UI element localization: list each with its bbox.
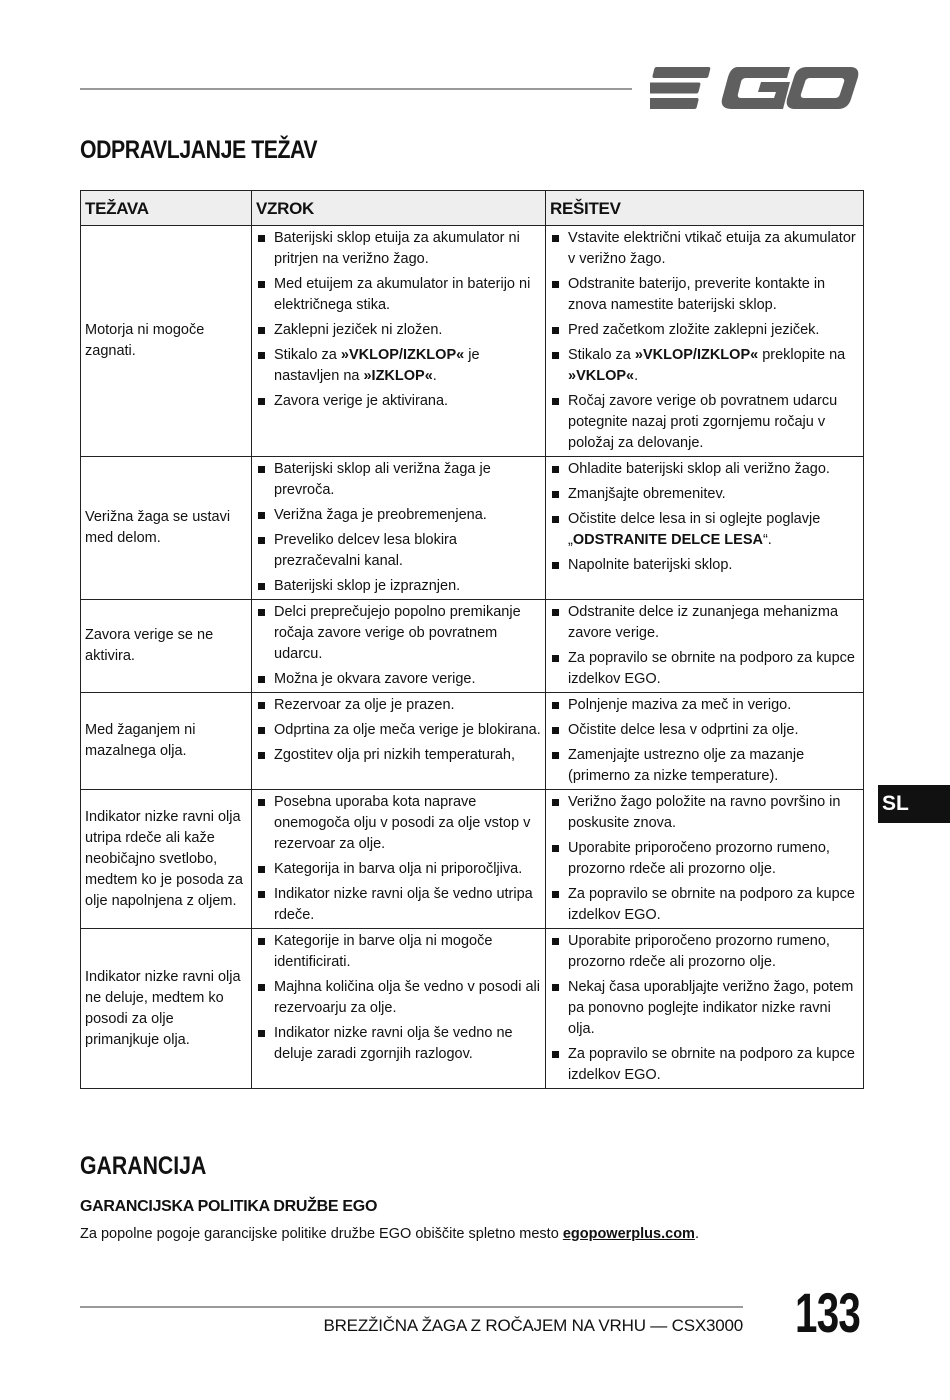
solution-cell	[546, 693, 864, 790]
cause-item: Preveliko delcev lesa blokira prezračevalni kanal.	[252, 530, 545, 572]
solution-item: Polnjenje maziva za meč in verigo.	[546, 695, 863, 716]
header-rule	[80, 88, 632, 90]
cause-item: Indikator nizke ravni olja še vedno ne deluje zaradi zgornjih razlogov.	[252, 1023, 545, 1065]
cause-item: Zavora verige je aktivirana.	[252, 391, 545, 412]
solution-list	[546, 600, 863, 692]
cause-item: Baterijski sklop ali verižna žaga je prevroča.	[252, 459, 545, 501]
cause-list	[252, 790, 545, 928]
problem-cell: Indikator nizke ravni olja utripa rdeče ali kaže neobičajno svetlobo, medtem ko je posoda za olje napolnjena z oljem.	[81, 790, 252, 929]
cause-item: Verižna žaga je preobremenjena.	[252, 505, 545, 526]
cause-item: Med etuijem za akumulator in baterijo ni električnega stika.	[252, 274, 545, 316]
solution-item: Za popravilo se obrnite na podporo za kupce izdelkov EGO.	[546, 884, 863, 926]
solution-list	[546, 457, 863, 578]
table-row	[81, 226, 864, 457]
cause-item: Kategorija in barva olja ni priporočljiva.	[252, 859, 545, 880]
header-cause: VZROK	[252, 191, 546, 226]
cause-list	[252, 929, 545, 1067]
solution-item: Ročaj zavore verige ob povratnem udarcu potegnite nazaj proti zgornjemu ročaju v položaj za delovanje.	[546, 391, 863, 454]
cause-list	[252, 600, 545, 692]
problem-cell: Indikator nizke ravni olja ne deluje, medtem ko posodi za olje primanjkuje olja.	[81, 929, 252, 1089]
solution-item: Odstranite baterijo, preverite kontakte in znova namestite baterijski sklop.	[546, 274, 863, 316]
cause-item: Baterijski sklop etuija za akumulator ni pritrjen na verižno žago.	[252, 228, 545, 270]
cause-item: Zaklepni jeziček ni zložen.	[252, 320, 545, 341]
solution-item: Verižno žago položite na ravno površino in poskusite znova.	[546, 792, 863, 834]
solution-item: Uporabite priporočeno prozorno rumeno, prozorno rdeče ali prozorno olje.	[546, 838, 863, 880]
warranty-link[interactable]: egopowerplus.com	[562, 1226, 695, 1242]
cause-list	[252, 226, 545, 414]
problem-cell: Med žaganjem ni mazalnega olja.	[81, 693, 252, 790]
cause-item: Zgostitev olja pri nizkih temperaturah,	[252, 745, 545, 766]
footer-rule	[80, 1306, 743, 1308]
solution-item: Vstavite električni vtikač etuija za akumulator v verižno žago.	[546, 228, 863, 270]
solution-cell	[546, 790, 864, 929]
solution-list	[546, 790, 863, 928]
problem-cell: Motorja ni mogoče zagnati.	[81, 226, 252, 457]
chapter-ref-bold: ODSTRANITE DELCE LESA	[572, 532, 763, 548]
solution-item: Napolnite baterijski sklop.	[546, 555, 863, 576]
cause-cell	[252, 790, 546, 929]
solution-list	[546, 693, 863, 789]
ego-logo	[650, 62, 862, 114]
off-label-bold: »IZKLOP«	[363, 368, 433, 384]
cause-cell	[252, 693, 546, 790]
language-tab: SL	[878, 785, 950, 823]
table-row	[81, 693, 864, 790]
solution-cell	[546, 457, 864, 600]
cause-item: Baterijski sklop je izpraznjen.	[252, 576, 545, 597]
table-row	[81, 457, 864, 600]
footer-title: BREZŽIČNA ŽAGA Z ROČAJEM NA VRHU — CSX3000	[323, 1316, 743, 1335]
solution-item: Zamenjajte ustrezno olje za mazanje (primerno za nizke temperature).	[546, 745, 863, 787]
troubleshooting-table	[80, 190, 864, 1089]
warranty-text-end: .	[694, 1226, 699, 1242]
page-number: 133	[795, 1281, 861, 1344]
cause-item: Stikalo za »VKLOP/IZKLOP« je nastavljen na »IZKLOP«.	[252, 345, 545, 387]
cause-cell	[252, 457, 546, 600]
solution-item: Očistite delce lesa v odprtini za olje.	[546, 720, 863, 741]
warranty-text	[80, 1226, 699, 1242]
solution-item: Uporabite priporočeno prozorno rumeno, prozorno rdeče ali prozorno olje.	[546, 931, 863, 973]
cause-item: Delci preprečujejo popolno premikanje ročaja zavore verige ob povratnem udarcu.	[252, 602, 545, 665]
problem-cell: Zavora verige se ne aktivira.	[81, 600, 252, 693]
solution-item: Pred začetkom zložite zaklepni jeziček.	[546, 320, 863, 341]
warranty-title: GARANCIJA	[80, 1152, 207, 1180]
solution-list	[546, 226, 863, 456]
cause-item: Indikator nizke ravni olja še vedno utripa rdeče.	[252, 884, 545, 926]
section-title: ODPRAVLJANJE TEŽAV	[80, 136, 318, 164]
solution-item: Odstranite delce iz zunanjega mehanizma zavore verige.	[546, 602, 863, 644]
cause-item: Kategorije in barve olja ni mogoče identificirati.	[252, 931, 545, 973]
solution-item: Ohladite baterijski sklop ali verižno žago.	[546, 459, 863, 480]
solution-item: Očistite delce lesa in si oglejte poglavje „ODSTRANITE DELCE LESA“.	[546, 509, 863, 551]
table-row	[81, 790, 864, 929]
cause-cell	[252, 600, 546, 693]
table-header-row	[81, 191, 864, 226]
warranty-text-body: Za popolne pogoje garancijske politike družbe EGO obiščite spletno mesto	[80, 1226, 563, 1242]
cause-cell	[252, 929, 546, 1089]
cause-item: Možna je okvara zavore verige.	[252, 669, 545, 690]
solution-cell	[546, 226, 864, 457]
cause-list	[252, 457, 545, 599]
solution-item: Za popravilo se obrnite na podporo za kupce izdelkov EGO.	[546, 648, 863, 690]
header-problem: TEŽAVA	[81, 191, 252, 226]
table-body	[81, 226, 864, 1089]
cause-list	[252, 693, 545, 768]
table-row	[81, 929, 864, 1089]
cause-item: Odprtina za olje meča verige je blokirana.	[252, 720, 545, 741]
header-solution: REŠITEV	[546, 191, 864, 226]
solution-cell	[546, 600, 864, 693]
cause-item: Majhna količina olja še vedno v posodi ali rezervoarju za olje.	[252, 977, 545, 1019]
solution-item: Zmanjšajte obremenitev.	[546, 484, 863, 505]
solution-cell	[546, 929, 864, 1089]
cause-item: Posebna uporaba kota naprave onemogoča olju v posodi za olje vstop v rezervoar za olje.	[252, 792, 545, 855]
cause-item: Rezervoar za olje je prazen.	[252, 695, 545, 716]
solution-item: Za popravilo se obrnite na podporo za kupce izdelkov EGO.	[546, 1044, 863, 1086]
solution-list	[546, 929, 863, 1088]
solution-item: Nekaj časa uporabljajte verižno žago, potem pa ponovno poglejte indikator nizke ravni olja.	[546, 977, 863, 1040]
warranty-subtitle: GARANCIJSKA POLITIKA DRUŽBE EGO	[80, 1198, 378, 1215]
switch-label-bold: »VKLOP/IZKLOP«	[340, 347, 465, 363]
solution-item: Stikalo za »VKLOP/IZKLOP« preklopite na »VKLOP«.	[546, 345, 863, 387]
table-row	[81, 600, 864, 693]
cause-cell	[252, 226, 546, 457]
problem-cell: Verižna žaga se ustavi med delom.	[81, 457, 252, 600]
switch-label-bold: »VKLOP/IZKLOP«	[634, 347, 759, 363]
on-label-bold: »VKLOP«	[568, 368, 635, 384]
